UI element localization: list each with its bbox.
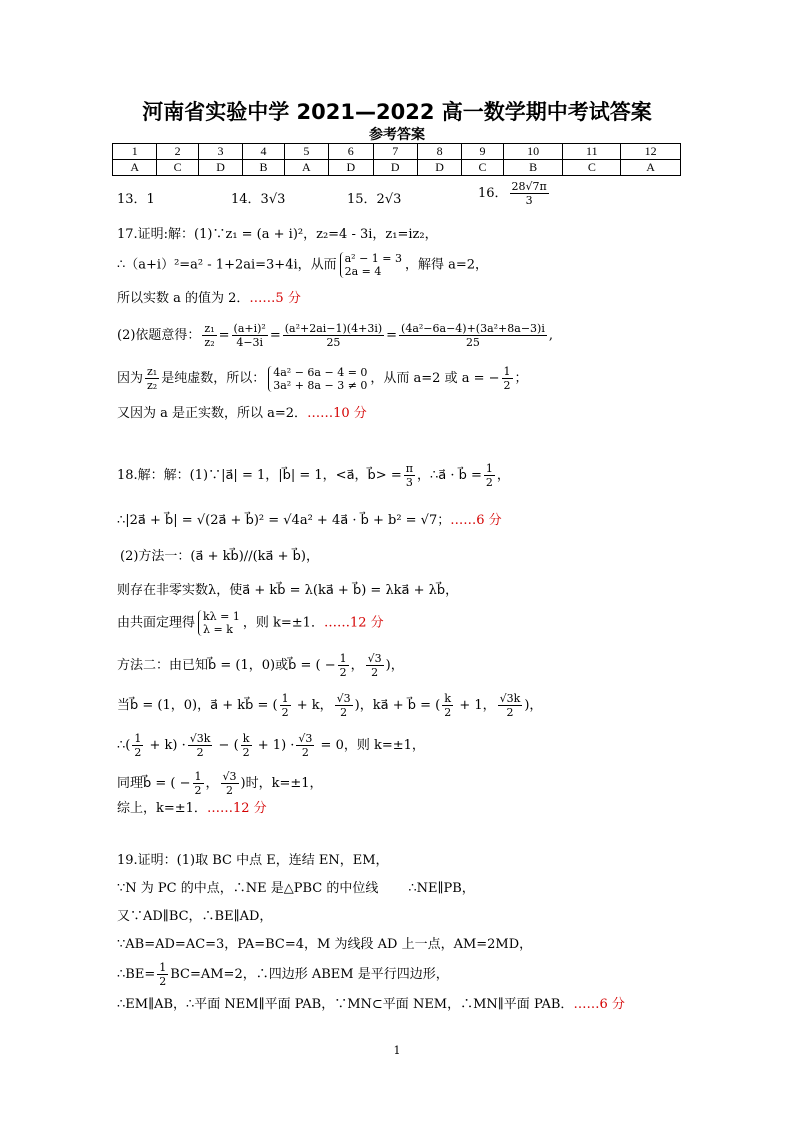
fraction-numerator: 1: [194, 770, 202, 783]
text-span: 方法二：由已知b⃗ = (1，0)或b⃗ = ( −: [117, 658, 336, 673]
score-mark: ……12 分: [323, 615, 384, 631]
fraction-denominator: 2: [371, 666, 379, 679]
q18-line-5: [117, 610, 384, 636]
fraction: [296, 732, 314, 759]
fraction-denominator: 25: [326, 336, 341, 349]
fraction-numerator: 1: [134, 732, 142, 745]
text-span: 是纯虚数，所以：: [161, 371, 266, 386]
fraction-numerator: (a²+2ai−1)(4+3i): [284, 322, 383, 335]
fraction-denominator: 2: [159, 975, 167, 988]
fraction-denominator: z₂: [147, 379, 158, 392]
score-mark: ……5 分: [249, 291, 301, 306]
text-span: BC=AM=2，∴四边形 ABEM 是平行四边形，: [170, 967, 449, 982]
text-span: ；: [514, 371, 528, 386]
fraction-numerator: 1: [503, 365, 511, 378]
fraction-numerator: √3: [222, 770, 237, 783]
text-span: − (: [214, 738, 239, 753]
answer-cell: C: [157, 160, 198, 176]
fraction: [399, 322, 547, 349]
text-span: + 1，: [455, 698, 496, 713]
q19-line-3: 又∵AD∥BC，∴BE∥AD，: [117, 909, 273, 924]
fraction-numerator: (a+i)²: [233, 322, 266, 335]
fraction-numerator: 1: [485, 462, 493, 475]
question-number-cell: 6: [329, 144, 373, 160]
fraction-numerator: √3: [336, 692, 351, 705]
text-span: ，则 k=±1．: [242, 615, 324, 631]
q18-line-1: [117, 462, 510, 489]
equation-system: [198, 610, 240, 636]
fraction-numerator: z₁: [147, 365, 158, 378]
equation: a² − 1 = 3: [344, 252, 403, 265]
q18-line-8: [117, 732, 425, 759]
fraction-denominator: 2: [339, 666, 347, 679]
text-span: + 1) ·: [253, 738, 295, 753]
q19-line-1: 19.证明：(1)取 BC 中点 E，连结 EN，EM，: [117, 853, 389, 868]
fraction-denominator: 2: [281, 706, 289, 719]
q17-line-3: [117, 290, 301, 308]
text-span: )，: [385, 658, 404, 673]
q18-line-10: [117, 800, 267, 818]
fraction: [193, 770, 204, 797]
text-span: ，∴a⃗ · b⃗ =: [416, 468, 482, 483]
fraction-denominator: 2: [194, 784, 202, 797]
text-span: 因为: [117, 371, 144, 386]
fraction: [498, 692, 523, 719]
text-span: + k，: [292, 698, 333, 713]
score-mark: ……6 分: [573, 997, 625, 1012]
answer-cell: D: [417, 160, 461, 176]
fraction-denominator: 2: [506, 706, 514, 719]
fraction-denominator: 25: [465, 336, 480, 349]
q17-line-4: (2)依题意得： $\frac{\text{z₁}}{\text{z₂}}$ = $\frac{\text{(a+i)²}}{4-3i}$ = $\frac{\text{(a²+2ai−1)(4+3i)}}{25}$ = $\frac{\text{(4a²−6a−4)+(3a²+8a−3)i}}{25}$ ,: [117, 322, 553, 349]
fraction-denominator: 4−3i: [236, 336, 264, 349]
fraction-denominator: 2: [242, 746, 250, 759]
equation-system: [268, 366, 367, 392]
fraction-denominator: 2: [485, 476, 493, 489]
answer-cell: C: [462, 160, 503, 176]
text-span: ，: [350, 658, 364, 673]
text-span: 同理b⃗ = ( −: [117, 776, 191, 791]
q17-line-2: [117, 252, 488, 278]
equation: kλ = 1: [203, 610, 240, 623]
fraction-denominator: 2: [196, 746, 204, 759]
q17-line-5: [117, 365, 528, 392]
answer-14: 14．3√3: [231, 192, 286, 207]
fraction: [502, 365, 513, 392]
answer-table-number-row: [113, 144, 681, 160]
question-number-cell: 1: [113, 144, 157, 160]
fraction-denominator: 2: [503, 379, 511, 392]
text-span: )，ka⃗ + b⃗ = (: [354, 698, 441, 713]
text-span: ∴EM∥AB，∴平面 NEM∥平面 PAB，∵MN⊂平面 NEM，∴MN∥平面 PAB．: [117, 997, 574, 1012]
fraction: [241, 732, 252, 759]
fraction: [132, 732, 143, 759]
page-title: 河南省实验中学 2021—2022 高一数学期中考试答案: [142, 100, 652, 124]
fraction-numerator: π: [405, 462, 413, 475]
question-number-cell: 9: [462, 144, 503, 160]
answer-table: [112, 143, 681, 176]
question-number-cell: 7: [373, 144, 417, 160]
question-number-cell: 4: [243, 144, 284, 160]
page-subtitle: 参考答案: [369, 127, 425, 143]
question-number-cell: 2: [157, 144, 198, 160]
fraction-denominator: 2: [340, 706, 348, 719]
text-span: 综上，k=±1．: [117, 801, 207, 816]
score-mark: ……10 分: [307, 406, 367, 421]
text-span: ∴(: [117, 738, 131, 753]
score-mark: ……12 分: [206, 801, 267, 816]
text-span: (2)依题意得：: [117, 328, 201, 343]
fraction-denominator: 3: [525, 194, 533, 207]
text-span: ，: [496, 468, 510, 483]
fraction: [221, 770, 239, 797]
answer-cell: B: [243, 160, 284, 176]
fraction: [280, 692, 291, 719]
fraction-denominator: 2: [226, 784, 234, 797]
fraction: [157, 961, 168, 988]
answer-13: 13．1: [117, 192, 155, 207]
fraction-numerator: √3k: [499, 692, 521, 705]
page-number: 1: [393, 1044, 401, 1057]
fraction: [335, 692, 353, 719]
fraction-numerator: √3: [298, 732, 313, 745]
answer-cell: D: [198, 160, 242, 176]
fraction: [338, 652, 349, 679]
q18-line-7: [117, 692, 542, 719]
text-span: ∴NE∥PB，: [408, 881, 475, 896]
question-number-cell: 10: [503, 144, 563, 160]
fraction-numerator: k: [442, 692, 453, 706]
fraction-numerator: z₁: [204, 322, 215, 335]
text-span: ，解得 a=2，: [405, 257, 489, 273]
equation: 4a² − 6a − 4 = 0: [273, 365, 368, 379]
text-span: + k) ·: [145, 738, 186, 753]
text-span: ∴BE=: [117, 967, 156, 982]
fraction-denominator: 2: [444, 706, 452, 719]
fraction-numerator: 28√7π: [511, 180, 547, 193]
fraction: [283, 322, 384, 349]
fraction: [232, 322, 268, 349]
question-number-cell: 3: [198, 144, 242, 160]
text-span: 又因为 a 是正实数，所以 a=2．: [117, 406, 308, 421]
fraction-numerator: k: [241, 732, 252, 746]
score-mark: ……6 分: [450, 513, 502, 528]
fraction-denominator: 3: [405, 476, 413, 489]
fraction: [442, 692, 453, 719]
fraction-numerator: 1: [159, 961, 167, 974]
text-span: = 0，则 k=±1，: [316, 738, 425, 753]
question-number-cell: 11: [563, 144, 621, 160]
question-number-cell: 5: [284, 144, 328, 160]
fraction: [188, 732, 213, 759]
q18-line-4: 则存在非零实数λ，使a⃗ + kb⃗ = λ(ka⃗ + b⃗) = λka⃗ + λb⃗，: [117, 583, 459, 598]
text-span: ∵N 为 PC 的中点，∴NE 是△PBC 的中位线: [117, 881, 379, 896]
answer-cell: A: [284, 160, 328, 176]
answer-cell: D: [373, 160, 417, 176]
answer-cell: A: [621, 160, 681, 176]
answer-16-prefix: 16．: [478, 186, 508, 201]
answer-table-answer-row: [113, 160, 681, 176]
fraction-numerator: √3k: [189, 732, 211, 745]
fraction-denominator: 2: [301, 746, 309, 759]
text-span: ∴|2a⃗ + b⃗| = √(2a⃗ + b⃗)² = √4a² + 4a⃗ · b⃗ + b² = √7；: [117, 513, 451, 528]
fraction: [202, 322, 216, 349]
q17-line-6: [117, 405, 367, 423]
answer-cell: C: [563, 160, 621, 176]
answer-16-fraction: [510, 180, 549, 207]
fraction: [145, 365, 159, 392]
question-number-cell: 12: [621, 144, 681, 160]
fraction-denominator: 2: [134, 746, 142, 759]
text-span: 18.解：解：(1)∵|a⃗| = 1，|b⃗| = 1，<a⃗，b⃗> =: [117, 468, 402, 483]
equation: 2a = 4: [344, 265, 382, 278]
equation: λ = k: [203, 623, 233, 636]
text-span: )时，k=±1，: [240, 776, 323, 791]
fraction-numerator: √3: [367, 652, 382, 665]
text-span: 由共面定理得: [117, 615, 196, 631]
equation: 3a² + 8a − 3 ≠ 0: [273, 378, 368, 392]
answer-cell: D: [329, 160, 373, 176]
text-span: 所以实数 a 的值为 2．: [117, 291, 250, 306]
answer-15: 15．2√3: [347, 192, 402, 207]
answer-cell: A: [113, 160, 157, 176]
q19-line-4: ∵AB=AD=AC=3，PA=BC=4，M 为线段 AD 上一点，AM=2MD，: [117, 937, 533, 952]
fraction: [366, 652, 384, 679]
fraction-numerator: (4a²−6a−4)+(3a²+8a−3)i: [401, 322, 545, 335]
fraction: [484, 462, 495, 489]
q18-line-2: [117, 512, 502, 530]
text-span: ∴（a+i）²=a² - 1+2ai=3+4i，从而: [117, 257, 337, 273]
equation-system: [340, 252, 402, 278]
fraction: [404, 462, 415, 489]
q19-line-2: [117, 880, 475, 898]
q18-line-3: (2)方法一：(a⃗ + kb⃗)//(ka⃗ + b⃗)，: [120, 549, 319, 564]
text-span: ，: [205, 776, 219, 791]
fraction-numerator: 1: [281, 692, 289, 705]
answer-cell: B: [503, 160, 563, 176]
question-number-cell: 8: [417, 144, 461, 160]
q19-line-6: [117, 996, 625, 1014]
text-span: 当b⃗ = (1，0)，a⃗ + kb⃗ = (: [117, 698, 278, 713]
q18-line-9: [117, 770, 323, 797]
text-span: )，: [524, 698, 543, 713]
fraction-denominator: z₂: [204, 336, 215, 349]
q18-line-6: [117, 652, 404, 679]
text-span: ，从而 a=2 或 a = −: [370, 371, 500, 386]
q19-line-5: [117, 961, 449, 988]
fraction-numerator: 1: [339, 652, 347, 665]
answer-16: [478, 180, 551, 207]
q17-line-1: 17.证明:解：(1)∵z₁ = (a + i)²，z₂=4 - 3i，z₁=iz₂，: [117, 227, 438, 242]
